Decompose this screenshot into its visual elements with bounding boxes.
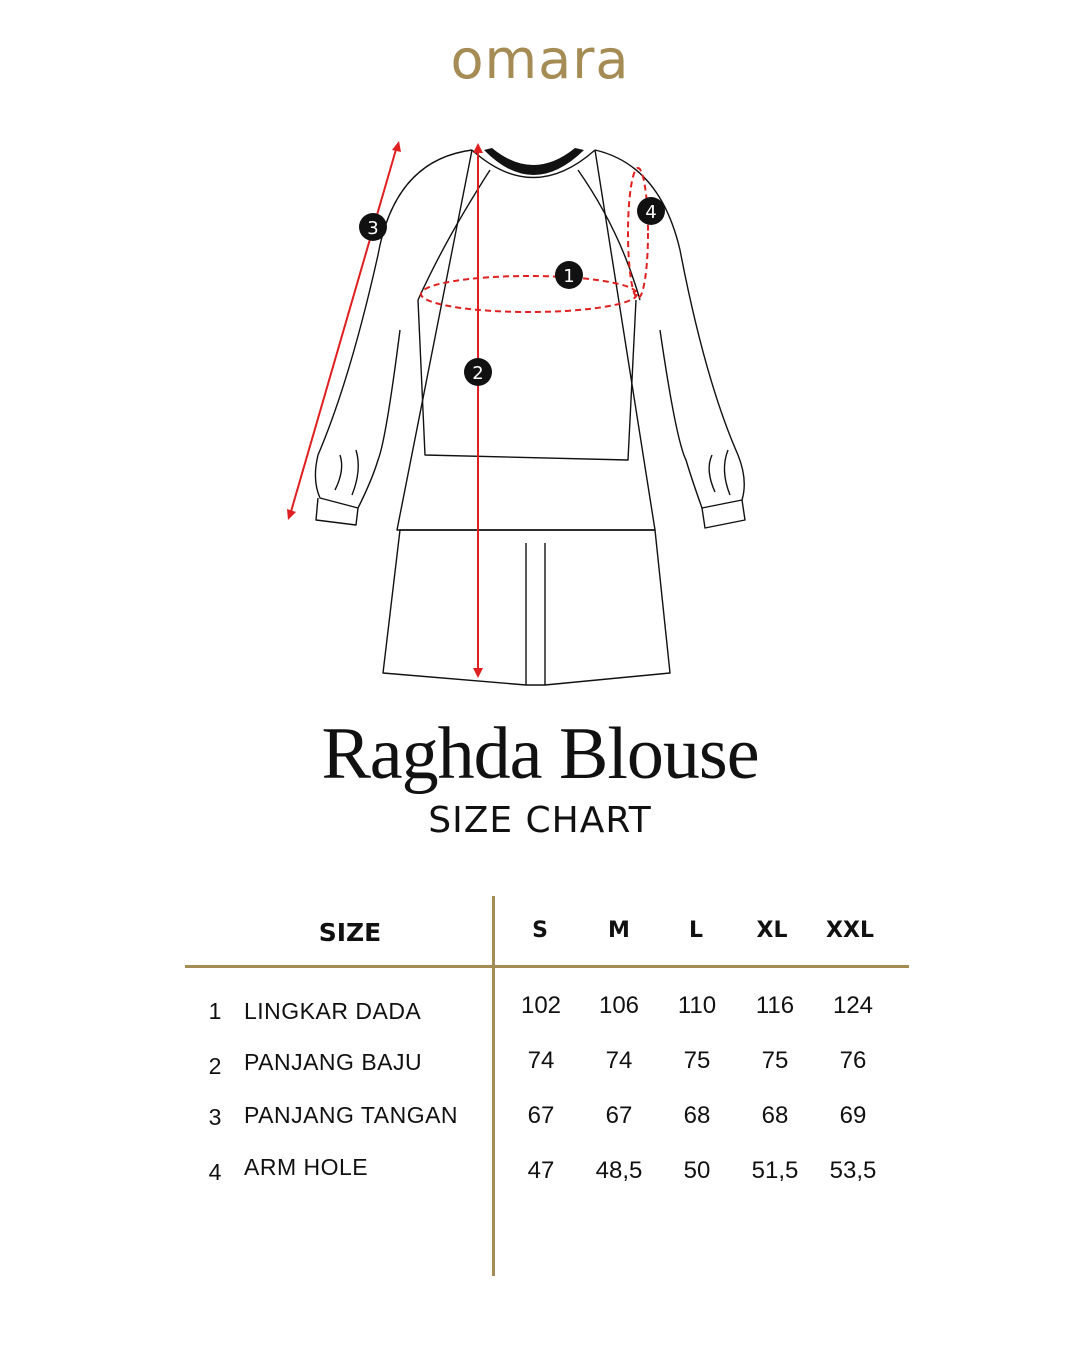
cell-value: 53,5	[829, 1157, 877, 1184]
cell-value: 74	[605, 1047, 633, 1074]
table-row	[0, 1047, 1080, 1087]
armhole-measure-line	[628, 168, 648, 298]
cell-value: 67	[527, 1102, 555, 1129]
row-number: 2	[208, 1053, 222, 1079]
marker-2	[464, 358, 492, 386]
cell-value: 74	[527, 1047, 555, 1074]
cell-value: 50	[683, 1157, 711, 1184]
row-label: ARM HOLE	[244, 1154, 369, 1180]
product-title: Raghda Blouse	[321, 713, 759, 795]
row-label: PANJANG TANGAN	[244, 1102, 459, 1128]
column-header-xl: XL	[756, 918, 788, 943]
cell-value: 106	[598, 992, 640, 1019]
svg-text:4: 4	[645, 202, 657, 223]
table-horizontal-divider	[185, 965, 909, 968]
cell-value: 47	[527, 1157, 555, 1184]
button-placket	[526, 543, 545, 685]
column-header-l: L	[688, 918, 704, 943]
column-header-m: M	[608, 918, 630, 943]
page-subtitle: SIZE CHART	[428, 800, 652, 841]
svg-text:2: 2	[472, 363, 484, 384]
chest-measure-line	[421, 276, 637, 312]
cell-value: 67	[605, 1102, 633, 1129]
marker-3	[359, 213, 387, 241]
column-header-s: S	[532, 918, 548, 943]
row-number: 4	[208, 1159, 222, 1185]
table-row	[0, 992, 1080, 1032]
cell-value: 75	[683, 1047, 711, 1074]
cell-value: 69	[839, 1102, 867, 1129]
marker-4	[637, 197, 665, 225]
cell-value: 68	[683, 1102, 711, 1129]
cell-value: 110	[677, 992, 717, 1019]
cell-value: 76	[839, 1047, 867, 1074]
blouse-body	[397, 150, 655, 530]
left-sleeve	[315, 150, 472, 508]
cell-value: 48,5	[595, 1157, 643, 1184]
table-row	[0, 1154, 1080, 1197]
cell-value: 75	[761, 1047, 789, 1074]
right-sleeve	[595, 150, 744, 508]
cell-value: 124	[832, 992, 874, 1019]
brand-logo: omara	[450, 28, 630, 91]
cell-value: 68	[761, 1102, 789, 1129]
cell-value: 102	[520, 992, 562, 1019]
marker-1	[555, 261, 583, 289]
column-header-xxl: XXL	[826, 918, 874, 943]
size-column-header: SIZE	[318, 918, 382, 947]
row-label: LINGKAR DADA	[244, 998, 422, 1024]
cell-value: 116	[755, 992, 795, 1019]
row-number: 3	[208, 1104, 222, 1130]
bodice-panel	[418, 300, 636, 460]
table-row	[0, 1102, 1080, 1142]
svg-text:3: 3	[367, 218, 379, 239]
cell-value: 51,5	[751, 1157, 799, 1184]
sleeve-measure-line	[290, 146, 397, 515]
svg-text:1: 1	[563, 266, 575, 287]
row-label: PANJANG BAJU	[244, 1049, 423, 1075]
row-number: 1	[208, 998, 222, 1024]
